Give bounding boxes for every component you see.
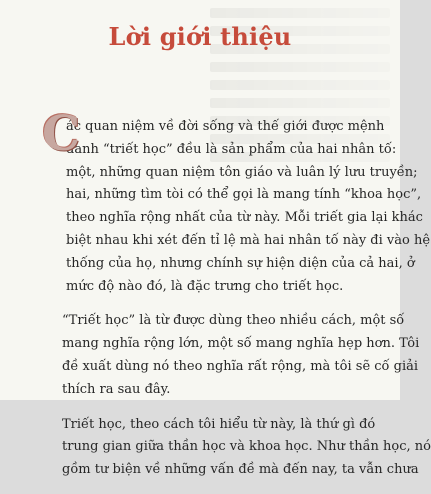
paragraph-3-line-3: gồm tư biện về những vấn đề mà đến nay, ta vẫn chưa — [62, 462, 419, 478]
paragraph-1-line-1: ác quan niệm về đời sống và thế giới được mệnh — [66, 119, 385, 134]
bleed-through-text — [210, 0, 400, 116]
dropcap-letter: C — [42, 106, 81, 162]
paragraph-1-line-8: mức độ nào đó, là đặc trưng cho triết học. — [66, 278, 344, 294]
paragraph-1-line-4: hai, những tìm tòi có thể gọi là mang tính “khoa học”, — [66, 187, 422, 203]
paragraph-2-line-1: “Triết học” là từ được dùng theo nhiều cách, một số — [62, 313, 405, 329]
paragraph-2-line-3: đề xuất dùng nó theo nghĩa rất rộng, mà tôi sẽ cố giải — [62, 358, 419, 374]
paragraph-2-line-4: thích ra sau đây. — [62, 381, 171, 397]
paragraph-1 — [42, 106, 431, 298]
body-content — [42, 106, 431, 494]
paragraph-3-line-1: Triết học, theo cách tôi hiểu từ này, là thứ gì đó — [62, 416, 376, 432]
paragraph-2-line-2: mang nghĩa rộng lớn, một số mang nghĩa hẹp hơn. Tôi — [62, 336, 420, 352]
paragraph-1-line-7: thống của họ, nhưng chính sự hiện diện của cả hai, ở — [66, 255, 415, 271]
paragraph-2 — [42, 310, 420, 401]
paragraph-1-line-6: biệt nhau khi xét đến tỉ lệ mà hai nhân tố này đi vào hệ — [66, 232, 431, 248]
paragraph-1-line-2: danh “triết học” đều là sản phẩm của hai nhân tố: — [66, 141, 397, 157]
paragraph-3-line-2: trung gian giữa thần học và khoa học. Như thần học, nó — [62, 439, 431, 455]
paragraph-3 — [42, 414, 431, 482]
paragraph-1-line-5: theo nghĩa rộng nhất của từ này. Mỗi triết gia lại khác — [66, 210, 423, 226]
paragraph-1-line-3: một, những quan niệm tôn giáo và luân lý lưu truyền; — [66, 164, 418, 180]
page-title: Lời giới thiệu — [108, 22, 292, 51]
